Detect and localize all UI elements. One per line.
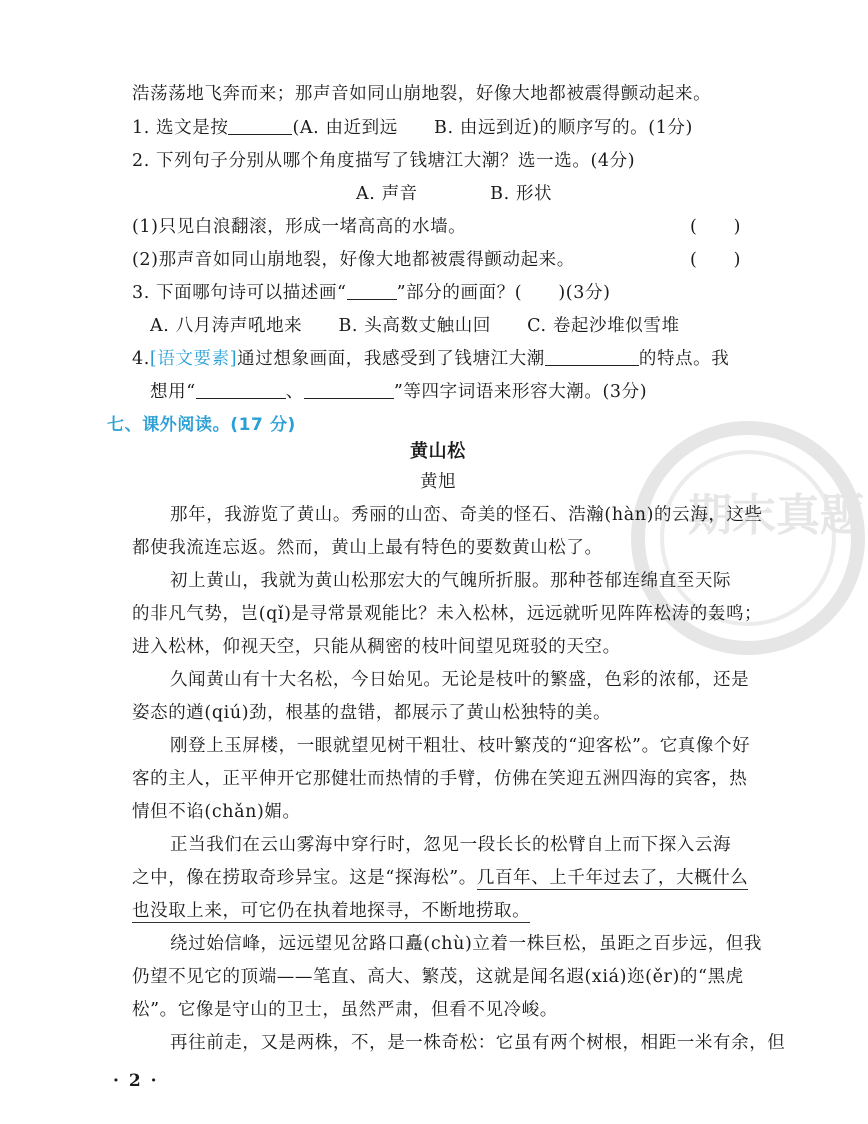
question-1-options: (A. 由近到远 B. 由远到近)的顺序写的。(1分) — [292, 118, 693, 138]
question-2-item-2: (2)那声音如同山崩地裂，好像大地都被震得颤动起来。 — [132, 250, 575, 270]
paragraph-line: 的非凡气势，岂(qǐ)是寻常景观能比？未入松林，远远就听见阵阵松涛的轰鸣； — [132, 604, 763, 624]
question-3 — [132, 281, 611, 305]
paragraph-line: 那年，我游览了黄山。秀丽的山峦、奇美的怪石、浩瀚(hàn)的云海，这些 — [170, 505, 763, 525]
language-element-tag: [语文要素] — [149, 349, 238, 369]
question-2: 2. 下列句子分别从哪个角度描写了钱塘江大潮？选一选。(4分) — [132, 151, 636, 171]
question-2-item-1: (1)只见白浪翻滚，形成一堵高高的水墙。 — [132, 217, 467, 237]
paragraph-line: 进入松林，仰视天空，只能从稠密的枝叶间望见斑驳的天空。 — [132, 637, 621, 657]
question-4-line-2 — [150, 380, 647, 404]
paragraph-line — [132, 899, 530, 923]
question-4-text-end: 的特点。我 — [638, 349, 730, 369]
separator: 、 — [285, 382, 304, 402]
paragraph-line: 客的主人，正平伸开它那健壮而热情的手臂，仿佛在笑迎五洲四海的宾客，热 — [132, 769, 748, 789]
answer-blank[interactable] — [304, 382, 394, 399]
underlined-sentence: 也没取上来，可它仍在执着地探寻，不断地捞取。 — [132, 901, 531, 921]
article-author: 黄旭 — [420, 472, 457, 492]
paragraph-line: 情但不谄(chǎn)媚。 — [132, 802, 301, 822]
question-4-number: 4. — [132, 349, 150, 369]
question-4-text: 通过想象画面，我感受到了钱塘江大潮 — [237, 349, 545, 369]
paragraph-line: 刚登上玉屏楼，一眼就望见树干粗壮、枝叶繁茂的“迎客松”。它真像个好 — [170, 736, 751, 756]
paragraph-line: 姿态的遒(qiú)劲，根基的盘错，都展示了黄山松独特的美。 — [132, 703, 612, 723]
paragraph-text: 之中，像在捞取奇珍异宝。这是“探海松”。 — [132, 868, 477, 888]
section-heading: 七、课外阅读。(17 分) — [107, 415, 296, 435]
paragraph-line: 都使我流连忘返。然而，黄山上最有特色的要数黄山松了。 — [132, 538, 603, 558]
question-4-text-end: ”等四字词语来形容大潮。(3分) — [393, 382, 648, 402]
question-4 — [132, 347, 729, 371]
paragraph-line: 再往前走，又是两株，不，是一株奇松：它虽有两个树根，相距一米有余，但 — [170, 1033, 786, 1053]
paragraph-line: 松”。它像是守山的卫士，虽然严肃，但看不见冷峻。 — [132, 1000, 558, 1020]
stamp-text-1: 期末真题 — [688, 490, 864, 541]
paragraph-line: 仍望不见它的顶端——笔直、高大、繁茂，这就是闻名遐(xiá)迩(ěr)的“黑虎 — [132, 967, 744, 987]
paragraph-line: 绕过始信峰，远远望见岔路口矗(chù)立着一株巨松，虽距之百步远，但我 — [170, 934, 762, 954]
wavy-blank — [347, 283, 397, 300]
text-line: 浩荡荡地飞奔而来；那声音如同山崩地裂，好像大地都被震得颤动起来。 — [132, 84, 712, 104]
paragraph-line: 正当我们在云山雾海中穿行时，忽见一段长长的松臂自上而下探入云海 — [170, 835, 732, 855]
question-3-text: 3. 下面哪句诗可以描述画“ — [132, 283, 347, 303]
answer-paren[interactable]: ( ) — [690, 217, 742, 237]
answer-paren[interactable]: ( ) — [690, 250, 742, 270]
answer-blank[interactable] — [196, 382, 286, 399]
question-3-options: A. 八月涛声吼地来 B. 头高数丈触山回 C. 卷起沙堆似雪堆 — [150, 316, 680, 336]
question-2-options: A. 声音 B. 形状 — [356, 184, 553, 204]
article-title: 黄山松 — [410, 441, 466, 462]
question-1 — [132, 116, 693, 140]
question-4-text: 想用“ — [150, 382, 196, 402]
question-3-text-end: ”部分的画面？( )(3分) — [396, 283, 611, 303]
question-1-text: 1. 选文是按 — [132, 118, 229, 138]
answer-blank[interactable] — [228, 118, 292, 135]
paragraph-line: 初上黄山，我就为黄山松那宏大的气魄所折服。那种苍郁连绵直至天际 — [170, 571, 732, 591]
underlined-sentence: 几百年、上千年过去了，大概什么 — [476, 868, 749, 888]
page-number: · 2 · — [113, 1071, 159, 1091]
paragraph-line: 久闻黄山有十大名松，今日始见。无论是枝叶的繁盛，色彩的浓郁，还是 — [170, 670, 750, 690]
paragraph-line — [132, 866, 748, 890]
answer-blank[interactable] — [545, 349, 639, 366]
